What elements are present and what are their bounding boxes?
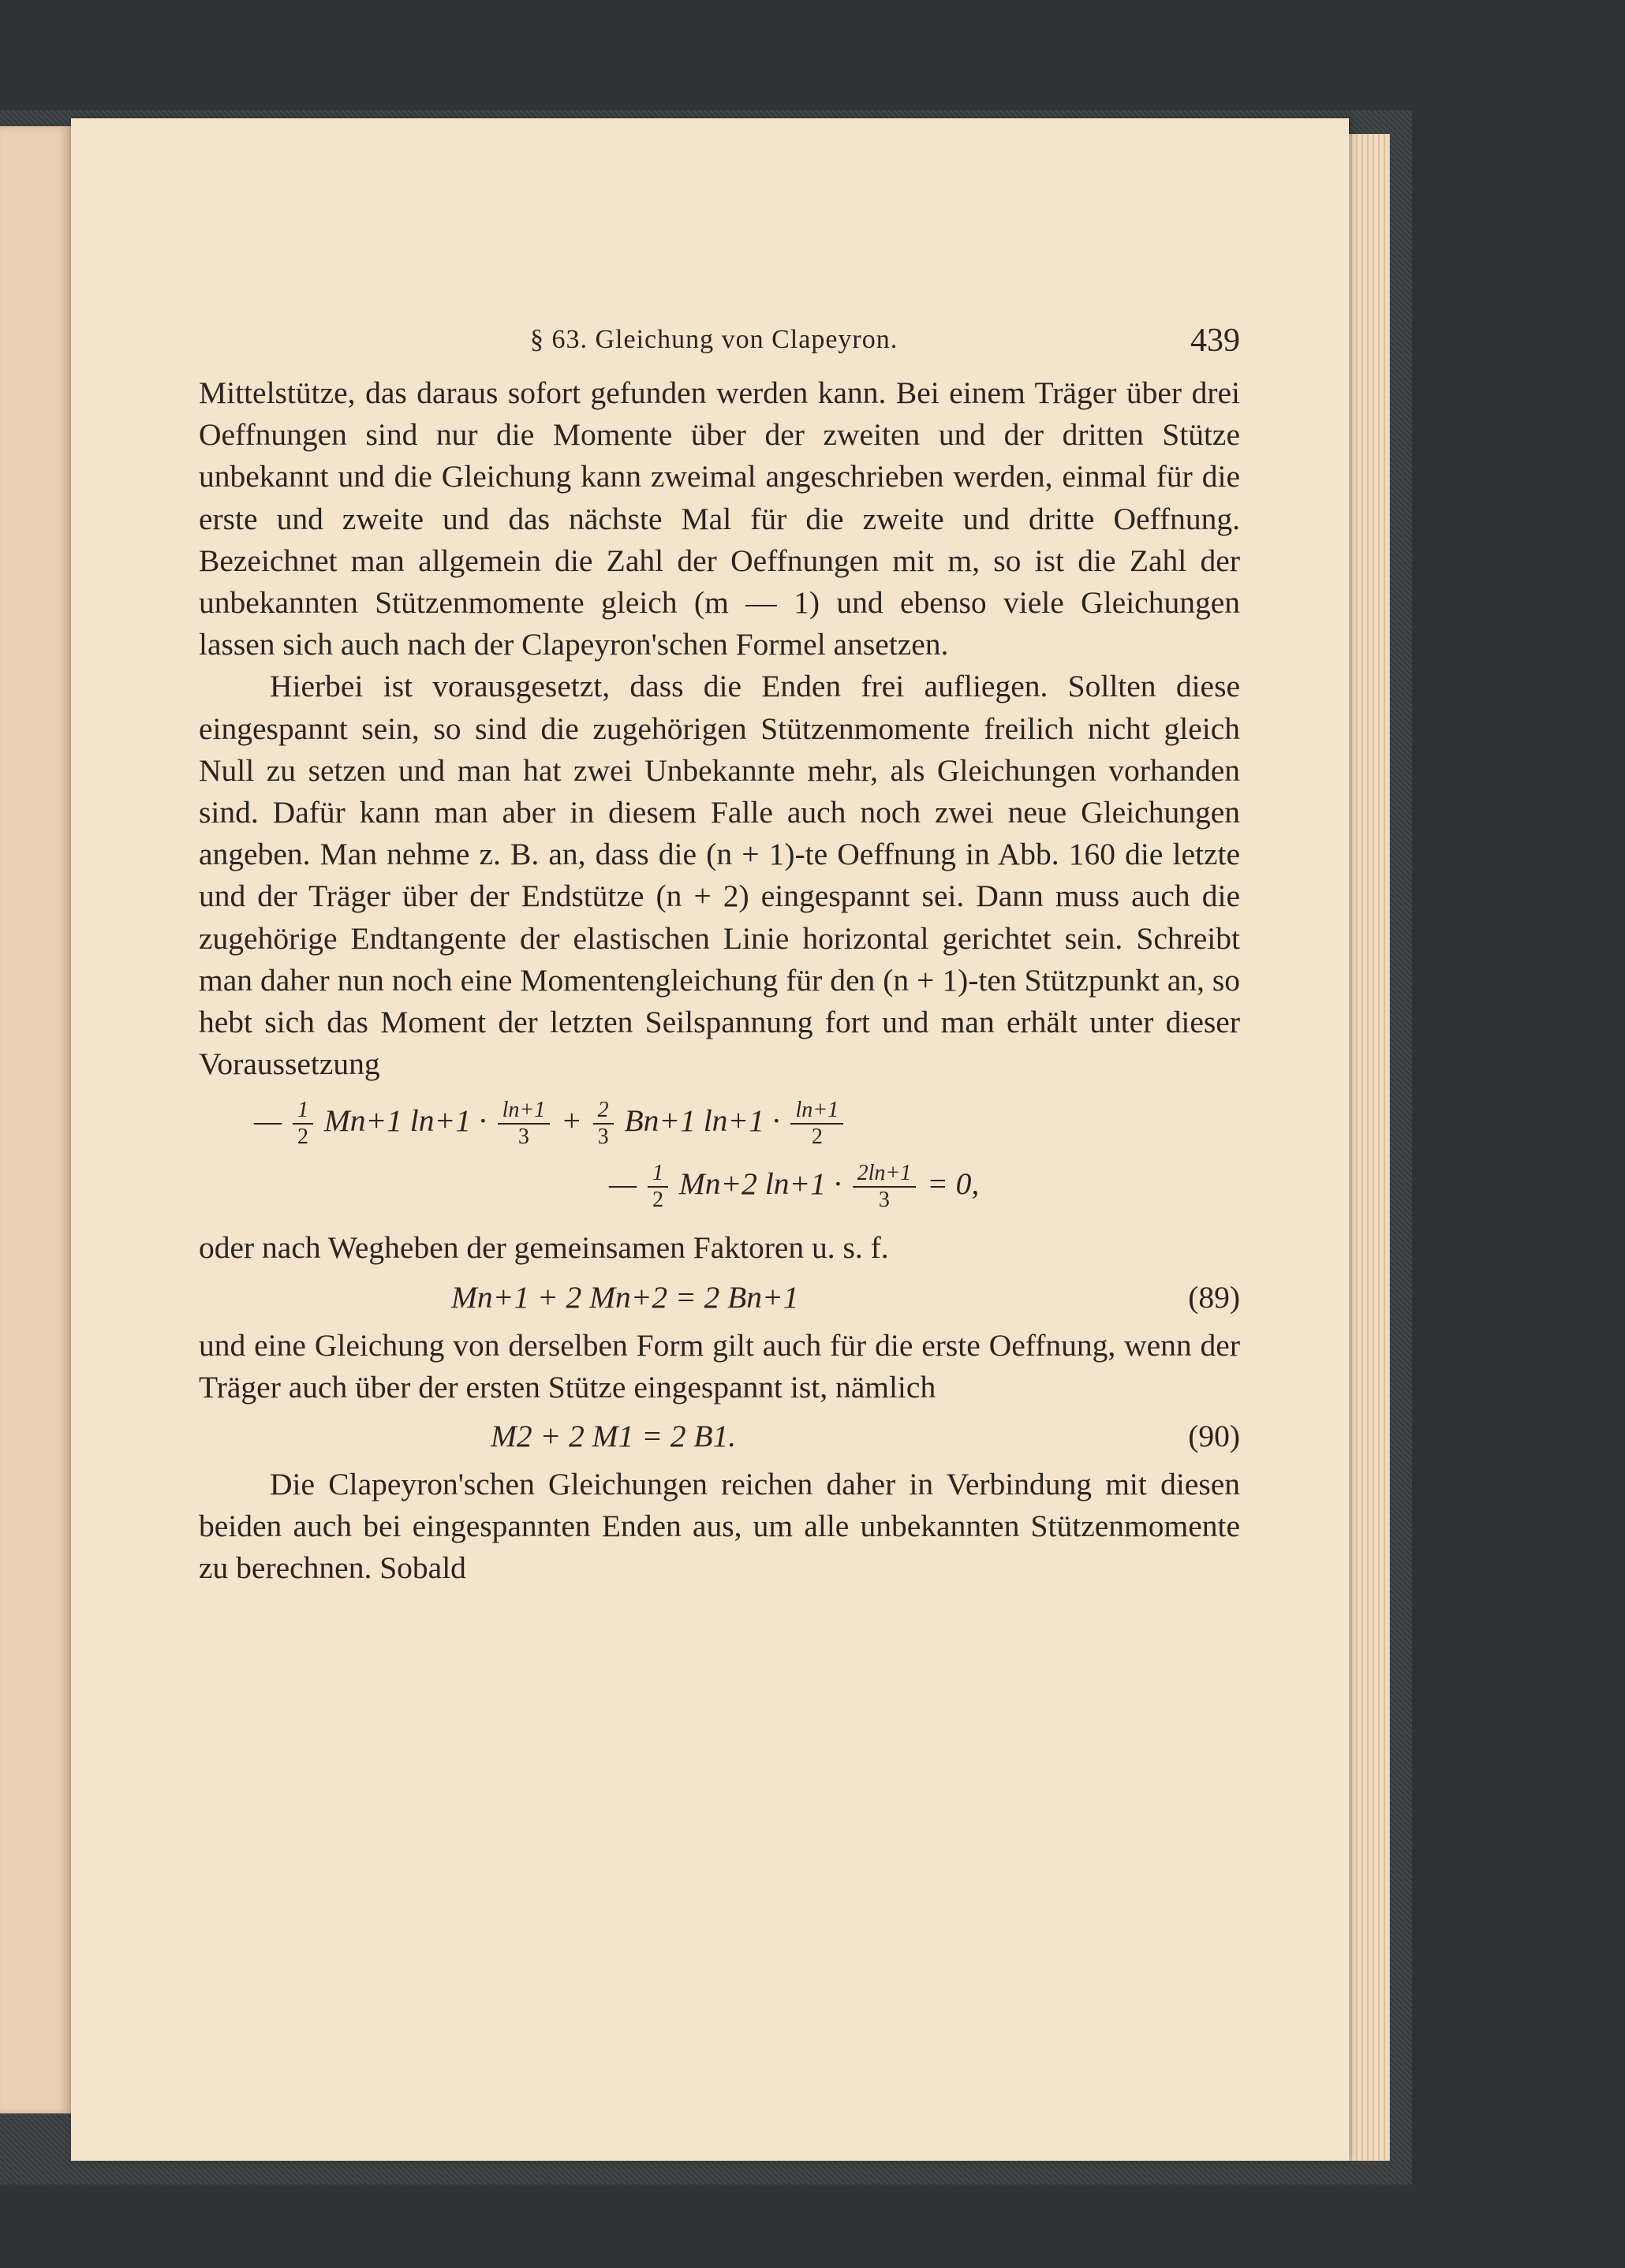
fraction: $\frac{2}{3}$ — [593, 1098, 614, 1150]
equation-89 — [199, 1270, 1240, 1325]
equation-90 — [199, 1408, 1240, 1464]
fraction: $\frac{2\ln+1}{3}$ — [853, 1161, 917, 1213]
equation-90-body: M2 + 2 M1 = 2 B1. — [491, 1419, 737, 1454]
running-head — [199, 325, 1240, 372]
page-number: 439 — [1190, 323, 1240, 359]
equation-1 — [199, 1085, 1240, 1227]
section-title: § 63. Gleichung von Clapeyron. — [530, 325, 898, 354]
equation-90-number: (90) — [1188, 1419, 1240, 1454]
equation-89-body: Mn+1 + 2 Mn+2 = 2 Bn+1 — [451, 1279, 799, 1315]
paragraph-5: Die Clapeyron'schen Gleichungen reichen daher in Verbindung mit diesen beiden auch bei eingespannten Enden aus, um alle unbekannten Stützenmomente zu berechnen. Sobald — [199, 1467, 1240, 1586]
paragraph-2: Hierbei ist vorausgesetzt, dass die Enden frei aufliegen. Sollten diese eingespannt sein, so sind die zugehörigen Stützenmomente freilich nicht gleich Null zu setzen und man hat zwei Unbekannte mehr, als Gleichungen vorhanden sind. Dafür kann man aber in diesem Falle auch noch zwei neue Gleichungen angeben. Man nehme z. B. an, dass die (n + 1)-te Oeffnung in Abb. 160 die letzte und der Träger über der Endstütze (n + 2) eingespannt sei. Dann muss auch die zugehörige Endtangente der elastischen Linie horizontal gerichtet sein. Schreibt man daher nun noch eine Momentengleichung für den (n + 1)-ten Stützpunkt an, so hebt sich das Moment der letzten Seilspannung fort und man erhält unter dieser Voraussetzung — [199, 669, 1240, 1082]
fraction: $\frac{1}{2}$ — [648, 1161, 668, 1213]
page-content — [199, 325, 1240, 1590]
paragraph-4: und eine Gleichung von derselben Form gilt auch für die erste Oeffnung, wenn der Träger auch über der ersten Stütze eingespannt ist, nämlich — [199, 1327, 1240, 1404]
fraction: $\frac{\ln+1}{3}$ — [498, 1098, 551, 1150]
book-page — [71, 118, 1349, 2161]
paragraph-1: Mittelstütze, das daraus sofort gefunden werden kann. Bei einem Träger über drei Oeffnungen sind nur die Momente über der zweiten und der dritten Stütze unbekannt und die Gleichung kann zweimal angeschrieben werden, einmal für die erste und zweite und das nächste Mal für die zweite und dritte Oeffnung. Bezeichnet man allgemein die Zahl der Oeffnungen mit m, so ist die Zahl der unbekannten Stützenmomente gleich (m — 1) und ebenso viele Gleichungen lassen sich auch nach der Clapeyron'schen Formel ansetzen. — [199, 375, 1240, 662]
equation-1-line-1: — $\frac{1}{2}$ Mn+1 ln+1 · $\frac{\ln+1}{3}$ + $\frac{2}{3}$ Bn+1 ln+1 · $\frac{\ln+1}{2}$ — [254, 1093, 846, 1150]
equation-89-number: (89) — [1188, 1279, 1240, 1315]
fraction: $\frac{1}{2}$ — [293, 1098, 313, 1150]
left-page-edge — [0, 126, 72, 2113]
equation-1-line-2: — $\frac{1}{2}$ Mn+2 ln+1 · $\frac{2\ln+1}{3}$ = 0, — [609, 1161, 980, 1213]
fraction: $\frac{\ln+1}{2}$ — [790, 1098, 843, 1150]
paragraph-3: oder nach Wegheben der gemeinsamen Faktoren u. s. f. — [199, 1230, 889, 1266]
